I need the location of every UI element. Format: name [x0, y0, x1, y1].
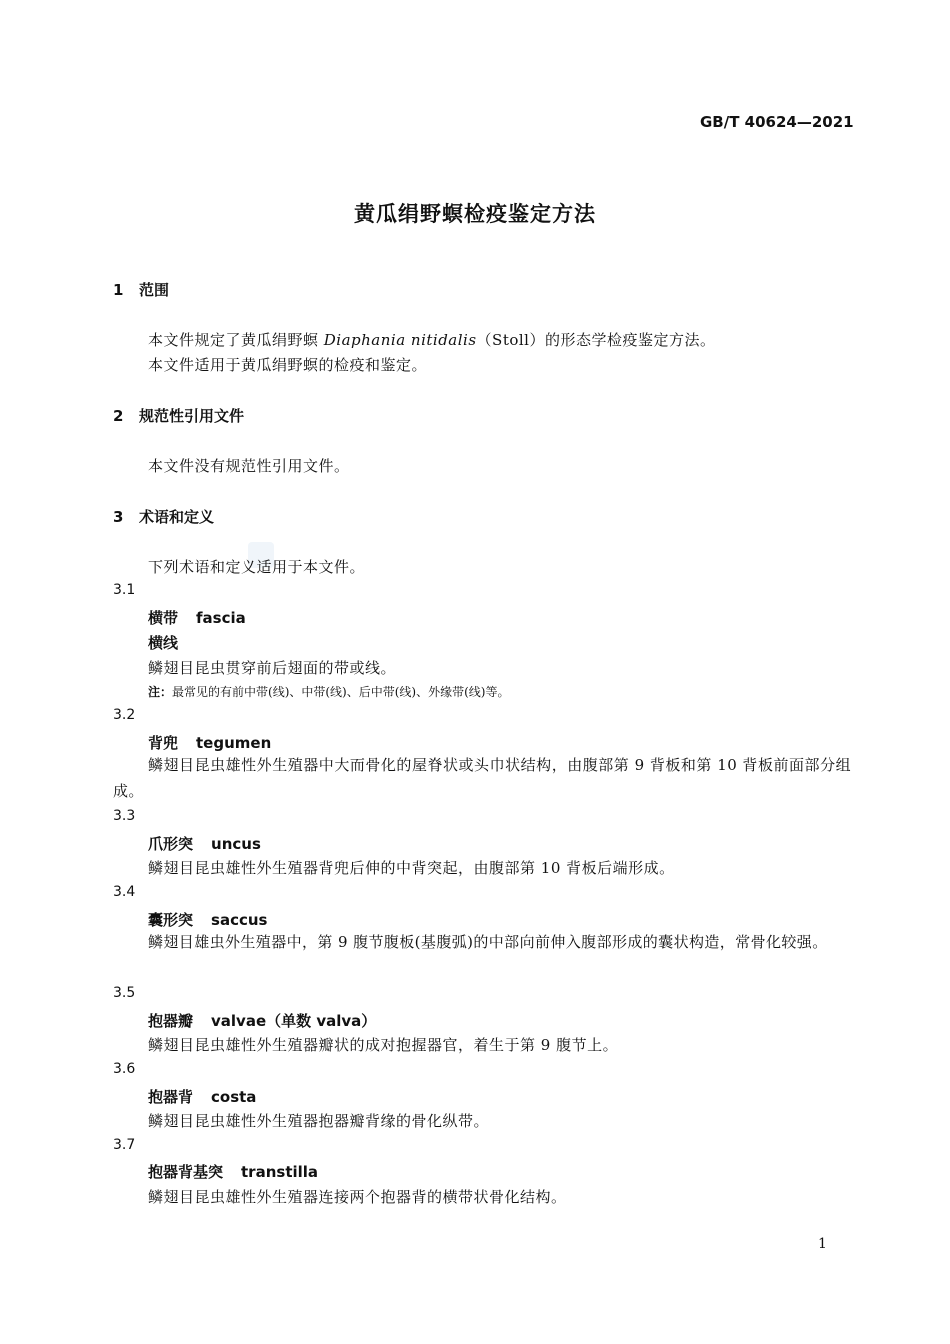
term-heading — [148, 833, 261, 854]
section-1-paragraph-2: 本文件适用于黄瓜绢野螟的检疫和鉴定。 — [148, 356, 428, 374]
term-alternative: 横线 — [148, 634, 179, 652]
section-title: 范围 — [139, 281, 170, 299]
term-chinese: 抱器背 — [148, 1088, 194, 1106]
term-heading — [148, 1161, 318, 1182]
section-1-heading — [113, 279, 169, 300]
term-definition: 鳞翅目昆虫雄性外生殖器瓣状的成对抱握器官，着生于第 9 腹节上。 — [148, 1036, 619, 1054]
standard-code: GB/T 40624—2021 — [700, 113, 854, 131]
term-heading — [148, 909, 267, 930]
clause-number: 3.1 — [113, 582, 136, 598]
term-definition: 鳞翅目昆虫贯穿前后翅面的带或线。 — [148, 659, 397, 677]
term-chinese: 囊形突 — [148, 911, 194, 929]
section-number: 2 — [113, 407, 124, 425]
term-english: valvae（单数 valva） — [211, 1012, 377, 1030]
section-number: 1 — [113, 281, 124, 299]
term-heading — [148, 1010, 376, 1031]
term-heading — [148, 1086, 256, 1107]
term-english: transtilla — [241, 1163, 319, 1181]
section-2-heading — [113, 405, 244, 426]
paragraph-text: （Stoll）的形态学检疫鉴定方法。 — [476, 331, 716, 349]
term-definition: 鳞翅目昆虫雄性外生殖器中大而骨化的屋脊状或头巾状结构，由腹部第 9 背板和第 10 背板前面部分组成。 — [113, 756, 851, 800]
page-number: 1 — [818, 1236, 827, 1252]
term-chinese: 抱器瓣 — [148, 1012, 194, 1030]
term-definition: 鳞翅目雄虫外生殖器中，第 9 腹节腹板(基腹弧)的中部向前伸入腹部形成的囊状构造，常骨化较强。 — [148, 933, 828, 951]
term-english: costa — [211, 1088, 257, 1106]
section-3-heading — [113, 506, 214, 527]
latin-species-name: Diaphania nitidalis — [323, 331, 477, 349]
term-heading — [148, 607, 246, 628]
term-definition: 鳞翅目昆虫雄性外生殖器背兜后伸的中背突起，由腹部第 10 背板后端形成。 — [148, 859, 675, 877]
clause-number: 3.7 — [113, 1137, 136, 1153]
term-english: uncus — [211, 835, 261, 853]
clause-number: 3.5 — [113, 985, 136, 1001]
document-title: 黄瓜绢野螟检疫鉴定方法 — [354, 202, 596, 226]
term-english: saccus — [211, 911, 268, 929]
term-english: tegumen — [196, 734, 272, 752]
term-chinese: 爪形突 — [148, 835, 194, 853]
term-definition: 鳞翅目昆虫雄性外生殖器抱器瓣背缘的骨化纵带。 — [148, 1112, 490, 1130]
clause-number: 3.2 — [113, 707, 136, 723]
section-number: 3 — [113, 508, 124, 526]
clause-number: 3.4 — [113, 884, 136, 900]
term-chinese: 背兜 — [148, 734, 179, 752]
term-english: fascia — [196, 609, 246, 627]
section-2-paragraph-1: 本文件没有规范性引用文件。 — [148, 457, 350, 475]
term-chinese: 横带 — [148, 609, 179, 627]
paragraph-text: 本文件规定了黄瓜绢野螟 — [148, 331, 324, 349]
term-chinese: 抱器背基突 — [148, 1163, 224, 1181]
term-note — [148, 683, 509, 700]
section-title: 规范性引用文件 — [139, 407, 245, 425]
section-1-paragraph-1 — [148, 329, 715, 350]
clause-number: 3.6 — [113, 1061, 136, 1077]
note-label: 注： — [148, 685, 173, 699]
term-definition: 鳞翅目昆虫雄性外生殖器连接两个抱器背的横带状骨化结构。 — [148, 1188, 567, 1206]
note-text: 最常见的有前中带(线)、中带(线)、后中带(线)、外缘带(线)等。 — [172, 685, 510, 699]
term-heading — [148, 732, 271, 753]
section-title: 术语和定义 — [139, 508, 215, 526]
section-3-intro: 下列术语和定义适用于本文件。 — [148, 558, 366, 576]
clause-number: 3.3 — [113, 808, 136, 824]
